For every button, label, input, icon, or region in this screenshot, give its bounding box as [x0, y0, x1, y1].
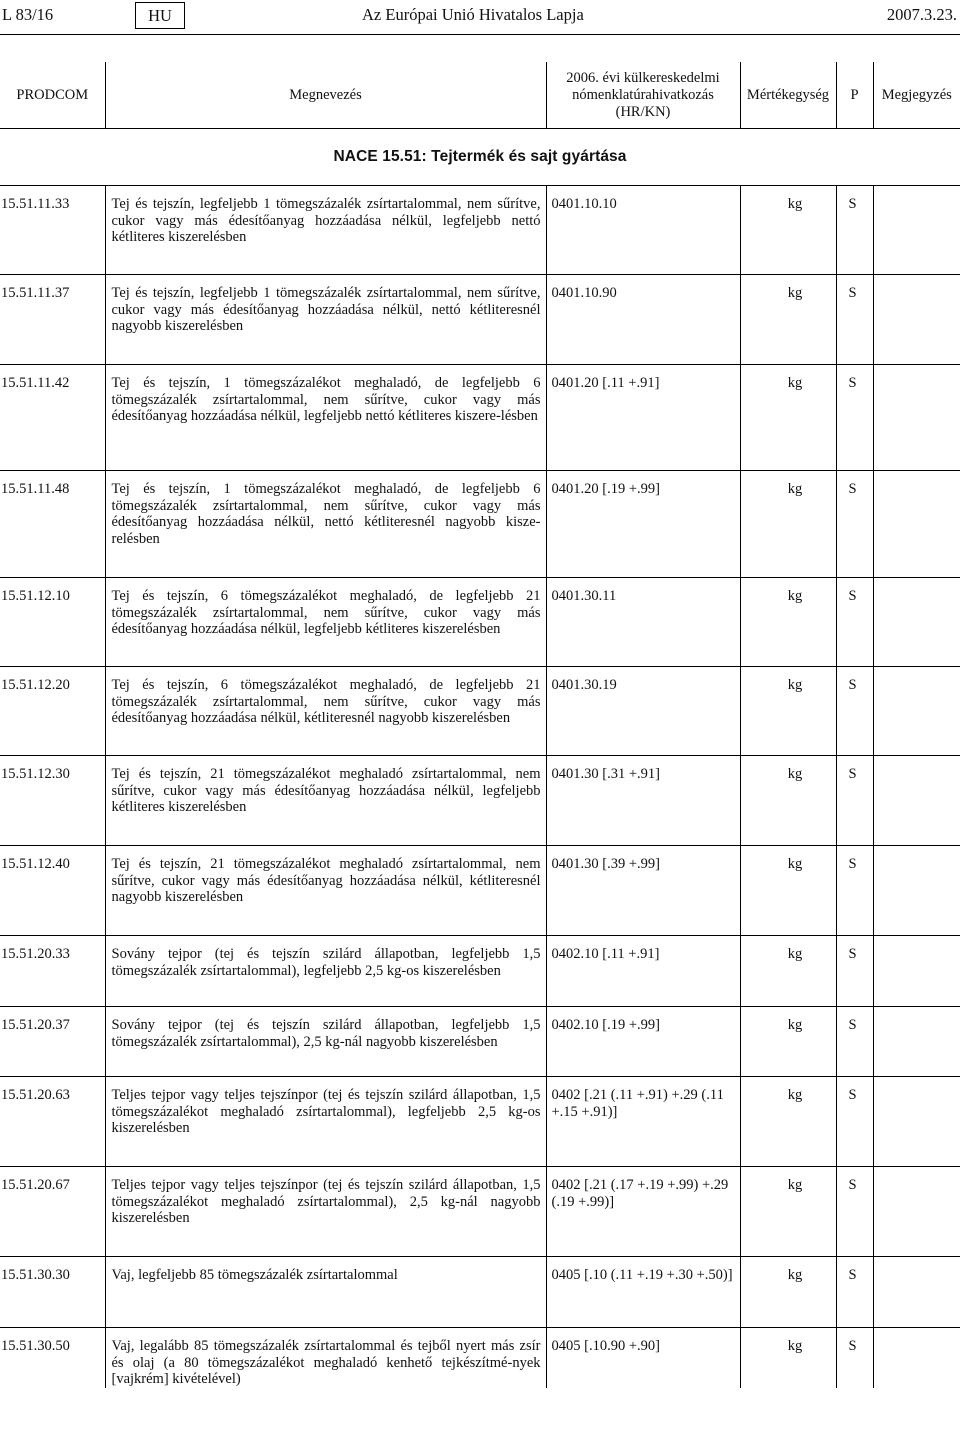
product-description-cell — [105, 471, 546, 578]
col-header-prodcom: PRODCOM — [0, 62, 105, 129]
p-code-cell — [836, 578, 873, 667]
p-code: S — [848, 196, 857, 212]
trade-nomenclature-ref-cell — [546, 1257, 740, 1328]
product-description: Sovány tejpor (tej és tejszín szilárd állapotban, legfeljebb 1,5 tömegszázalék zsírtartalommal), legfeljebb 2,5 kg-os kiszerelésben — [111, 946, 541, 979]
p-code: S — [848, 1338, 857, 1354]
unit-of-measure-cell — [740, 1077, 836, 1167]
table-row — [0, 1328, 960, 1388]
table-row — [0, 667, 960, 756]
prodcom-code-cell — [0, 471, 105, 578]
col-header-name: Megnevezés — [105, 62, 546, 129]
prodcom-code: 15.51.12.10 — [1, 588, 70, 604]
remark-cell — [873, 756, 960, 846]
unit-of-measure: kg — [787, 1177, 803, 1193]
trade-nomenclature-ref: 0401.10.10 — [551, 196, 617, 212]
trade-nomenclature-ref-cell — [546, 1007, 740, 1077]
prodcom-code-cell — [0, 275, 105, 365]
trade-nomenclature-ref-cell — [546, 1328, 740, 1388]
p-code-cell — [836, 667, 873, 756]
prodcom-code: 15.51.12.40 — [1, 856, 70, 872]
unit-of-measure: kg — [787, 677, 803, 693]
prodcom-code: 15.51.11.33 — [1, 196, 70, 212]
prodcom-code: 15.51.30.30 — [1, 1267, 70, 1283]
p-code-cell — [836, 1007, 873, 1077]
trade-nomenclature-ref: 0402.10 [.19 +.99] — [551, 1017, 660, 1033]
page-number: L 83/16 — [2, 5, 54, 24]
col-header-ext-line2: nómenklatúrahivatkozás — [572, 86, 714, 103]
remark-cell — [873, 578, 960, 667]
unit-of-measure-cell — [740, 1167, 836, 1257]
product-description: Sovány tejpor (tej és tejszín szilárd állapotban, legfeljebb 1,5 tömegszázalék zsírtartalommal), 2,5 kg-nál nagyobb kiszerelésben — [111, 1017, 541, 1050]
unit-of-measure-cell — [740, 936, 836, 1007]
remark — [874, 1007, 960, 1017]
remark — [874, 1077, 960, 1087]
trade-nomenclature-ref: 0401.30.19 — [551, 677, 617, 693]
prodcom-code-cell — [0, 578, 105, 667]
product-description-cell — [105, 846, 546, 936]
remark-cell — [873, 186, 960, 275]
trade-nomenclature-ref: 0401.30 [.39 +.99] — [551, 856, 660, 872]
table-row — [0, 846, 960, 936]
prodcom-code: 15.51.20.37 — [1, 1017, 70, 1033]
product-description-cell — [105, 1167, 546, 1257]
product-description-cell — [105, 365, 546, 471]
remark — [874, 1257, 960, 1267]
table-row — [0, 186, 960, 275]
section-row — [0, 129, 960, 186]
remark — [874, 275, 960, 285]
unit-of-measure-cell — [740, 756, 836, 846]
table-row — [0, 1167, 960, 1257]
trade-nomenclature-ref: 0402 [.21 (.17 +.19 +.99) +.29 (.19 +.99)] — [551, 1177, 729, 1210]
remark-cell — [873, 1328, 960, 1388]
col-header-ext-ref — [546, 62, 740, 129]
trade-nomenclature-ref: 0402 [.21 (.11 +.91) +.29 (.11 +.15 +.91)] — [551, 1087, 724, 1120]
p-code-cell — [836, 1257, 873, 1328]
product-description: Teljes tejpor vagy teljes tejszínpor (tej és tejszín szilárd állapotban, 1,5 tömegszázalékot meghaladó zsírtartalommal), legfeljebb 2,5 kg-os kiszerelésben — [111, 1087, 541, 1136]
remark — [874, 365, 960, 375]
product-description: Teljes tejpor vagy teljes tejszínpor (tej és tejszín szilárd állapotban, 1,5 tömegszázalékot meghaladó zsírtartalommal), 2,5 kg-nál nagyobb kiszerelésben — [111, 1177, 541, 1226]
remark-cell — [873, 365, 960, 471]
trade-nomenclature-ref-cell — [546, 275, 740, 365]
p-code-cell — [836, 365, 873, 471]
unit-of-measure: kg — [787, 1087, 803, 1103]
col-header-ext-line3: (HR/KN) — [615, 103, 671, 120]
remark — [874, 936, 960, 946]
remark-cell — [873, 1077, 960, 1167]
trade-nomenclature-ref: 0401.30.11 — [551, 588, 617, 604]
remark-cell — [873, 1007, 960, 1077]
prodcom-code-cell — [0, 1077, 105, 1167]
unit-of-measure: kg — [787, 1338, 803, 1354]
unit-of-measure-cell — [740, 667, 836, 756]
p-code: S — [848, 1017, 857, 1033]
remark — [874, 756, 960, 766]
trade-nomenclature-ref: 0401.20 [.19 +.99] — [551, 481, 660, 497]
p-code-cell — [836, 275, 873, 365]
unit-of-measure: kg — [787, 588, 803, 604]
product-description: Vaj, legalább 85 tömegszázalék zsírtartalommal és tejből nyert más zsír és olaj (a 80 tömegszázalékot meghaladó kenhető tejkészítmé-nyek [vajkrém] kivételével) — [111, 1338, 541, 1387]
table-row — [0, 1077, 960, 1167]
product-description: Tej és tejszín, 21 tömegszázalékot meghaladó zsírtartalommal, nem sűrítve, cukor vagy más édesítőanyag hozzáadása nélkül, kétliteresnél nagyobb kiszerelésben — [111, 856, 541, 905]
unit-of-measure: kg — [787, 196, 803, 212]
prodcom-code-cell — [0, 667, 105, 756]
table-row — [0, 275, 960, 365]
trade-nomenclature-ref-cell — [546, 936, 740, 1007]
trade-nomenclature-ref: 0405 [.10 (.11 +.19 +.30 +.50)] — [551, 1267, 733, 1283]
unit-of-measure: kg — [787, 481, 803, 497]
remark — [874, 186, 960, 196]
p-code: S — [848, 1177, 857, 1193]
unit-of-measure-cell — [740, 471, 836, 578]
prodcom-code-cell — [0, 1167, 105, 1257]
prodcom-code: 15.51.12.30 — [1, 766, 70, 782]
prodcom-code-cell — [0, 846, 105, 936]
remark-cell — [873, 1257, 960, 1328]
product-description-cell — [105, 1257, 546, 1328]
p-code: S — [848, 946, 857, 962]
trade-nomenclature-ref: 0405 [.10.90 +.90] — [551, 1338, 660, 1354]
product-description: Tej és tejszín, 1 tömegszázalékot meghaladó, de legfeljebb 6 tömegszázalék zsírtartalommal, nem sűrítve, cukor vagy más édesítőanyag hozzáadása nélkül, legfeljebb nettó kétliteres kiszere-lésben — [111, 375, 541, 424]
p-code-cell — [836, 846, 873, 936]
prodcom-code: 15.51.30.50 — [1, 1338, 70, 1354]
product-description: Tej és tejszín, 6 tömegszázalékot meghaladó, de legfeljebb 21 tömegszázalék zsírtartalommal, nem sűrítve, cukor vagy más édesítőanyag hozzáadása nélkül, legfeljebb kétliteres kiszerelésben — [111, 588, 541, 637]
p-code-cell — [836, 1328, 873, 1388]
unit-of-measure-cell — [740, 186, 836, 275]
p-code-cell — [836, 936, 873, 1007]
product-description-cell — [105, 275, 546, 365]
prodcom-code: 15.51.11.42 — [1, 375, 70, 391]
p-code-cell — [836, 186, 873, 275]
product-description-cell — [105, 578, 546, 667]
unit-of-measure-cell — [740, 1328, 836, 1388]
prodcom-code-cell — [0, 186, 105, 275]
trade-nomenclature-ref-cell — [546, 186, 740, 275]
col-header-p: P — [836, 62, 873, 129]
prodcom-code: 15.51.20.67 — [1, 1177, 70, 1193]
remark-cell — [873, 936, 960, 1007]
page-header — [0, 0, 960, 35]
trade-nomenclature-ref: 0401.30 [.31 +.91] — [551, 766, 660, 782]
language-badge: HU — [135, 2, 185, 29]
prodcom-table — [0, 62, 960, 1388]
remark — [874, 1328, 960, 1338]
p-code: S — [848, 588, 857, 604]
unit-of-measure: kg — [787, 375, 803, 391]
p-code-cell — [836, 1167, 873, 1257]
product-description: Tej és tejszín, legfeljebb 1 tömegszázalék zsírtartalommal, nem sűrítve, cukor vagy más édesítőanyag hozzáadása nélkül, nettó kétliteresnél nagyobb kiszerelésben — [111, 285, 541, 334]
table-row — [0, 1007, 960, 1077]
prodcom-code-cell — [0, 365, 105, 471]
trade-nomenclature-ref: 0401.20 [.11 +.91] — [551, 375, 660, 391]
publication-date: 2007.3.23. — [886, 5, 957, 24]
prodcom-code-cell — [0, 1257, 105, 1328]
trade-nomenclature-ref-cell — [546, 365, 740, 471]
prodcom-code: 15.51.20.33 — [1, 946, 70, 962]
remark — [874, 1167, 960, 1177]
prodcom-code-cell — [0, 756, 105, 846]
p-code: S — [848, 285, 857, 301]
unit-of-measure-cell — [740, 578, 836, 667]
table-row — [0, 578, 960, 667]
remark-cell — [873, 846, 960, 936]
p-code: S — [848, 1087, 857, 1103]
remark-cell — [873, 275, 960, 365]
prodcom-code: 15.51.11.37 — [1, 285, 70, 301]
p-code: S — [848, 677, 857, 693]
unit-of-measure: kg — [787, 285, 803, 301]
p-code: S — [848, 1267, 857, 1283]
table-row — [0, 936, 960, 1007]
product-description: Vaj, legfeljebb 85 tömegszázalék zsírtartalommal — [111, 1267, 398, 1283]
remark — [874, 846, 960, 856]
trade-nomenclature-ref-cell — [546, 667, 740, 756]
product-description: Tej és tejszín, legfeljebb 1 tömegszázalék zsírtartalommal, nem sűrítve, cukor vagy más édesítőanyag hozzáadása nélkül, legfeljebb nettó kétliteres kiszerelésben — [111, 196, 541, 245]
p-code-cell — [836, 1077, 873, 1167]
p-code: S — [848, 375, 857, 391]
unit-of-measure: kg — [787, 856, 803, 872]
product-description-cell — [105, 1007, 546, 1077]
remark — [874, 667, 960, 677]
journal-title: Az Európai Unió Hivatalos Lapja — [362, 5, 584, 24]
product-description-cell — [105, 936, 546, 1007]
trade-nomenclature-ref-cell — [546, 846, 740, 936]
table-row — [0, 471, 960, 578]
section-title: NACE 15.51: Tejtermék és sajt gyártása — [0, 129, 960, 186]
product-description-cell — [105, 1328, 546, 1388]
p-code-cell — [836, 471, 873, 578]
trade-nomenclature-ref: 0402.10 [.11 +.91] — [551, 946, 660, 962]
product-description-cell — [105, 1077, 546, 1167]
table-row — [0, 365, 960, 471]
unit-of-measure-cell — [740, 846, 836, 936]
prodcom-code: 15.51.20.63 — [1, 1087, 70, 1103]
trade-nomenclature-ref-cell — [546, 756, 740, 846]
unit-of-measure: kg — [787, 946, 803, 962]
prodcom-code-cell — [0, 936, 105, 1007]
col-header-note: Megjegyzés — [873, 62, 960, 129]
remark — [874, 471, 960, 481]
col-header-ext-line1: 2006. évi külkereskedelmi — [566, 69, 720, 86]
p-code: S — [848, 856, 857, 872]
trade-nomenclature-ref-cell — [546, 578, 740, 667]
product-description-cell — [105, 667, 546, 756]
unit-of-measure-cell — [740, 275, 836, 365]
prodcom-code: 15.51.12.20 — [1, 677, 70, 693]
unit-of-measure-cell — [740, 1257, 836, 1328]
product-description: Tej és tejszín, 21 tömegszázalékot meghaladó zsírtartalommal, nem sűrítve, cukor vagy más édesítőanyag hozzáadása nélkül, legfeljebb kétliteres kiszerelésben — [111, 766, 541, 815]
remark — [874, 578, 960, 588]
product-description-cell — [105, 186, 546, 275]
product-description-cell — [105, 756, 546, 846]
product-description: Tej és tejszín, 6 tömegszázalékot meghaladó, de legfeljebb 21 tömegszázalék zsírtartalommal, nem sűrítve, cukor vagy más édesítőanyag hozzáadása nélkül, kétliteresnél nagyobb kiszerelésben — [111, 677, 541, 726]
trade-nomenclature-ref-cell — [546, 471, 740, 578]
unit-of-measure-cell — [740, 365, 836, 471]
table-row — [0, 756, 960, 846]
trade-nomenclature-ref-cell — [546, 1077, 740, 1167]
product-description: Tej és tejszín, 1 tömegszázalékot meghaladó, de legfeljebb 6 tömegszázalék zsírtartalommal, nem sűrítve, cukor vagy más édesítőanyag hozzáadása nélkül, nettó kétliteresnél nagyobb kisze-relésben — [111, 481, 541, 547]
remark-cell — [873, 1167, 960, 1257]
col-header-unit: Mértékegység — [740, 62, 836, 129]
trade-nomenclature-ref-cell — [546, 1167, 740, 1257]
remark-cell — [873, 667, 960, 756]
prodcom-code: 15.51.11.48 — [1, 481, 70, 497]
p-code: S — [848, 481, 857, 497]
unit-of-measure-cell — [740, 1007, 836, 1077]
prodcom-code-cell — [0, 1328, 105, 1388]
p-code: S — [848, 766, 857, 782]
table-row — [0, 1257, 960, 1328]
column-header-row — [0, 62, 960, 129]
unit-of-measure: kg — [787, 1267, 803, 1283]
prodcom-code-cell — [0, 1007, 105, 1077]
p-code-cell — [836, 756, 873, 846]
trade-nomenclature-ref: 0401.10.90 — [551, 285, 617, 301]
unit-of-measure: kg — [787, 1017, 803, 1033]
unit-of-measure: kg — [787, 766, 803, 782]
remark-cell — [873, 471, 960, 578]
